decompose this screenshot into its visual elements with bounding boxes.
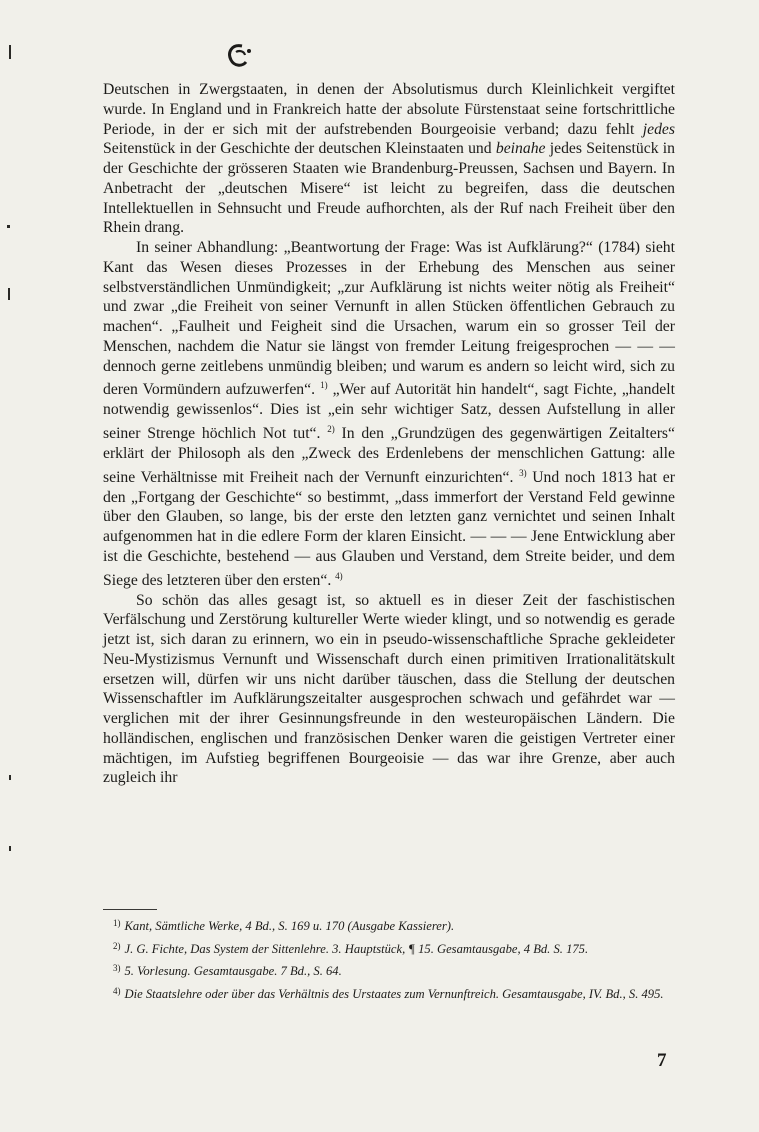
footnote-ref: 2) <box>327 423 335 434</box>
footnote-number: 3) <box>113 963 121 974</box>
footnote-text: J. G. Fichte, Das System der Sittenlehre. 3. Hauptstück, ¶ 15. Gesamtausgabe, 4 Bd. S. 175. <box>124 941 589 956</box>
footnote <box>91 959 675 982</box>
text-run: Und noch 1813 hat er den „Fortgang der Geschichte“ so bestimmt, „dass immerfort der Verstand Feld gewinne über den Glauben, so lange, bis der erste den letzten ganz vernichtet und seinen Inhalt aufgenommen hat in die edlere Form der klaren Einsicht. — — — Jene Entwicklung aber ist die Geschichte, bestehend — aus Glauben und Verstand, dem Streite beider, und dem Siege des letzteren über den ersten“. <box>103 468 675 589</box>
text-run: In den „Grundzügen des gegenwärtigen Zeitalters“ erklärt der Philosoph als den „Zweck des Erdenlebens der menschlichen Gattung: alle seine Verhältnisse mit Freiheit nach der Vernunft einzurichten“. <box>103 425 676 486</box>
footnote-separator <box>103 909 157 910</box>
footnote-number: 2) <box>113 940 121 951</box>
footnote-text: 5. Vorlesung. Gesamtausgabe. 7 Bd., S. 64. <box>124 964 342 979</box>
footnotes <box>91 914 675 1004</box>
footnote-ref: 3) <box>519 467 527 478</box>
footnote-text: Die Staatslehre oder über das Verhältnis des Urstaates zum Vernunftreich. Gesamtausgabe, IV. Bd., S. 495. <box>124 986 664 1001</box>
body-text <box>103 80 675 788</box>
footnote <box>91 914 675 937</box>
text-run: Seitenstück in der Geschichte der deutschen Kleinstaaten und <box>103 140 496 158</box>
emphasis: beinahe <box>495 140 546 158</box>
paragraph <box>103 80 675 238</box>
text-run: In seiner Abhandlung: „Beantwortung der Frage: Was ist Aufklärung?“ (1784) sieht Kant das Wesen dieses Prozesses in der Erhebung des Menschen aus seiner selbstverständlichen Unmündigkeit; „zur Aufklärung ist nichts weiter nötig als Freiheit“ und zwar „die Freiheit von seiner Vernunft in allen Stücken öffentlichen Gebrauch zu machen“. „Faulheit und Feigheit sind die Ursachen, warum ein so grosser Teil der Menschen, nachdem die Natur sie längst von fremder Leitung freigesprochen — — — dennoch gerne zeitlebens unmündig bleiben; und warum es andern so leicht wird, sich zu deren Vormündern aufzuwerfen“. <box>103 239 675 399</box>
footnote-number: 4) <box>113 985 121 996</box>
footnote <box>91 982 675 1005</box>
footnote <box>91 937 675 960</box>
text-run: „Wer auf Autorität hin handelt“, sagt Fichte, „handelt notwendig gewissenlos“. Dies ist „ein sehr wichtiger Satz, dessen Aufstellung in aller seiner Strenge höchlich Not tut“. <box>103 381 675 443</box>
footnote-ref: 4) <box>335 570 343 581</box>
emphasis: jedes <box>642 120 675 138</box>
text-run: Deutschen in Zwergstaaten, in denen der Absolutismus durch Kleinlichkeit vergiftet wurde. In England und in Frankreich hatte der absolute Fürstenstaat seine fortschrittliche Periode, in der er sich mit der aufstrebenden Bourgeoisie verband; dazu fehlt <box>103 81 675 138</box>
page-corner-ornament <box>222 40 256 72</box>
footnote-ref: 1) <box>320 380 328 391</box>
footnote-number: 1) <box>113 918 121 928</box>
text-run: jedes Seitenstück in der Geschichte der grösseren Staaten wie Brandenburg-Preussen, Sachsen und Bayern. In Anbetracht der „deutschen Misere“ ist leicht zu begreifen, dass die deutschen Intellektuellen in Sehnsucht und Freude aufhorchten, als der Ruf nach Freiheit über den Rhein drang. <box>103 140 675 237</box>
text-run: So schön das alles gesagt ist, so aktuell es in dieser Zeit der faschistischen Verfälschung und Zerstörung kultureller Werte wieder klingt, und so notwendig es gerade jetzt ist, sich daran zu erinnern, wo ein in pseudo-wissenschaftliche Sprache gekleideter Neu-Mystizismus Vernunft und Wissenschaft durch einen primitiven Irrationalitätskult ersetzen will, dürfen wir uns nicht darüber täuschen, dass die Stellung der deutschen Wissenschaftler im Aufklärungszeitalter ausgesprochen schwach und gefährdet war — verglichen mit der ihrer Gesinnungsfreunde in den westeuropäischen Ländern. Die holländischen, englischen und französischen Denker waren die geistigen Vertreter einer mächtigen, im Aufstieg begriffenen Bourgeoisie — das war ihre Grenze, aber auch zugleich ihr <box>103 591 675 787</box>
footnote-text: Kant, Sämtliche Werke, 4 Bd., S. 169 u. 170 (Ausgabe Kassierer). <box>124 919 455 933</box>
page-number: 7 <box>657 1050 667 1071</box>
paragraph <box>103 238 675 591</box>
paragraph <box>103 591 675 789</box>
